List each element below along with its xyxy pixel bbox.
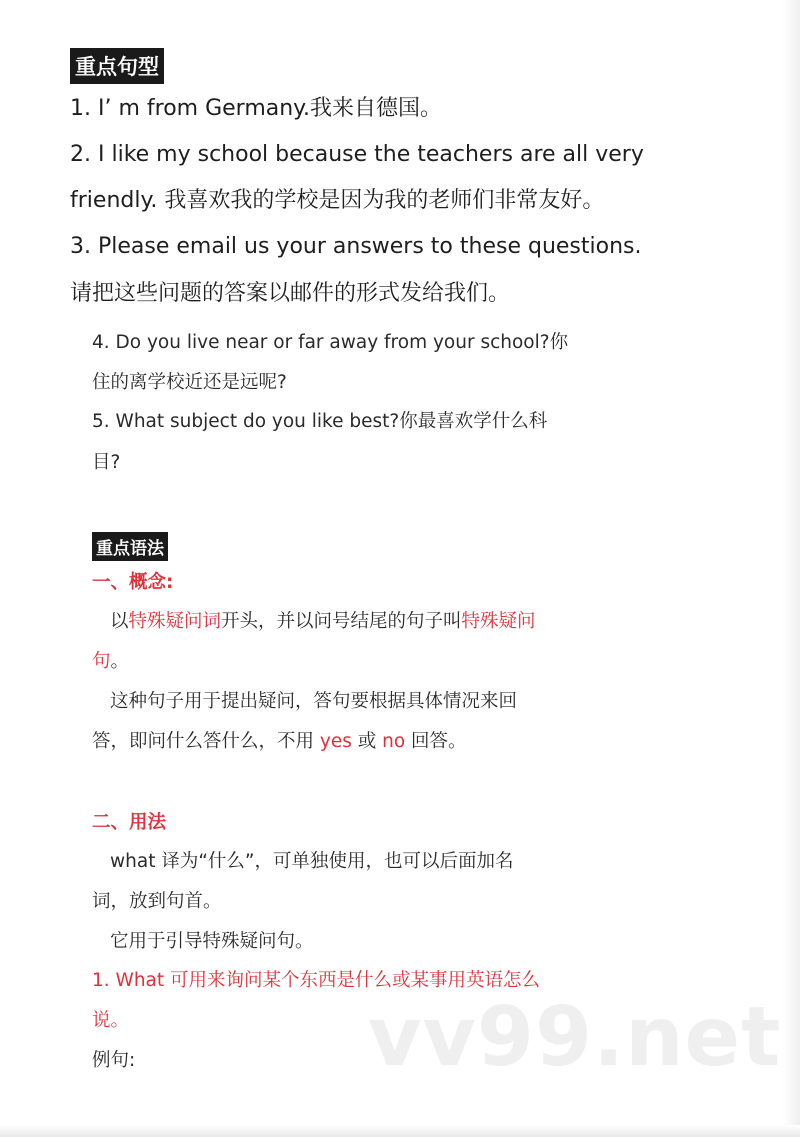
concept-paragraph-2-cont (92, 722, 467, 762)
usage-item-1: 1. What 可用来询问某个东西是什么或某事用英语怎么 (92, 970, 541, 991)
concept-text: 答，即问什么答什么，不用 (92, 731, 320, 752)
watermark: vv99.net (368, 990, 782, 1085)
no-word: no (382, 731, 406, 752)
example-label: 例句: (92, 1050, 136, 1071)
sentence-line-small: 4. Do you live near or far away from your school?你 (92, 332, 569, 353)
highlight-term: 句 (92, 651, 111, 672)
highlight-term: 特殊疑问 (461, 611, 536, 632)
concept-text: 回答。 (405, 731, 467, 752)
concept-text: 。 (110, 651, 130, 672)
usage-paragraph-1-cont: 词，放到句首。 (92, 891, 222, 912)
page-edge (782, 0, 800, 1137)
sentence-line: 2. I like my school because the teachers are all very (70, 142, 644, 167)
concept-text: 开头，并以问号结尾的句子叫 (221, 611, 462, 632)
sentence-line-small: 5. What subject do you like best?你最喜欢学什么科 (92, 411, 548, 432)
concept-paragraph-1 (110, 602, 536, 642)
concept-text: 以 (110, 611, 129, 632)
sentence-line: 请把这些问题的答案以邮件的形式发给我们。 (70, 281, 511, 306)
usage-paragraph-2: 它用于引导特殊疑问句。 (110, 931, 314, 952)
sentence-line: 1. I’ m from Germany.我来自德国。 (70, 96, 443, 121)
sentence-line-small: 住的离学校近还是远呢? (92, 372, 287, 393)
usage-title: 二、用法 (92, 812, 167, 833)
yes-word: yes (319, 731, 352, 752)
key-sentences-heading: 重点句型 (70, 48, 164, 84)
sentence-line: 3. Please email us your answers to these questions. (70, 234, 642, 259)
concept-text: 或 (351, 731, 383, 752)
usage-paragraph-1: what 译为“什么”，可单独使用，也可以后面加名 (110, 851, 514, 872)
concept-paragraph-1-cont (92, 642, 129, 682)
usage-item-1-cont: 说。 (92, 1010, 130, 1031)
highlight-term: 特殊疑问词 (128, 611, 222, 632)
concept-paragraph-2: 这种句子用于提出疑问，答句要根据具体情况来回 (110, 691, 518, 712)
concept-title: 一、概念: (92, 572, 174, 593)
page-bottom-edge (0, 1125, 800, 1137)
sentence-line: friendly. 我喜欢我的学校是因为我的老师们非常友好。 (70, 188, 605, 213)
key-grammar-heading: 重点语法 (92, 532, 168, 561)
sentence-line-small: 目? (92, 452, 121, 473)
